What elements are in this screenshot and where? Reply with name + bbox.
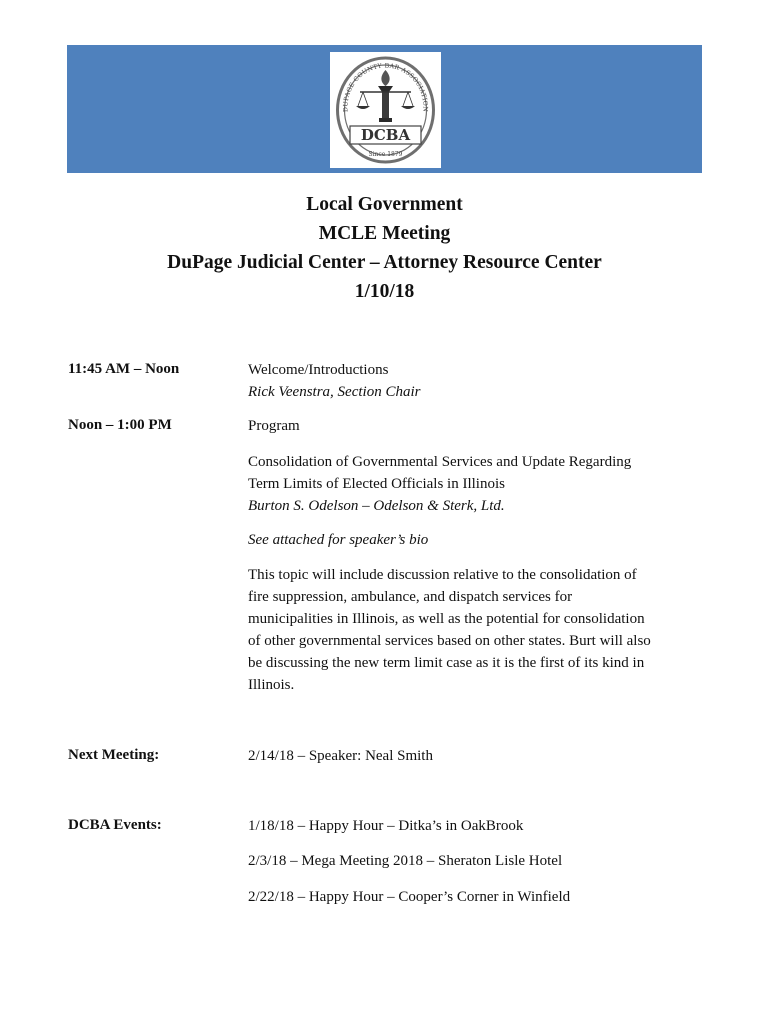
events-label: DCBA Events: xyxy=(68,817,162,833)
program-description xyxy=(248,564,708,696)
agenda-time-1: 11:45 AM – Noon xyxy=(68,361,180,377)
program-topic-line-1: Consolidation of Governmental Services and Update Regarding xyxy=(248,454,632,470)
description-line: municipalities in Illinois, as well as the potential for consolidation xyxy=(248,611,645,627)
meeting-title xyxy=(67,190,702,306)
logo-center-text: DCBA xyxy=(360,126,411,144)
program-topic-line-2: Term Limits of Elected Officials in Illinois xyxy=(248,476,505,492)
logo-ring-text: DUPAGE COUNTY BAR ASSOCIATION xyxy=(342,62,429,113)
title-line-4: 1/10/18 xyxy=(354,281,415,302)
agenda-item-1 xyxy=(248,359,708,403)
description-line: fire suppression, ambulance, and dispatch services for xyxy=(248,589,573,605)
speaker-bio-note: See attached for speaker’s bio xyxy=(248,532,429,548)
next-meeting-label: Next Meeting: xyxy=(68,747,160,763)
title-line-1: Local Government xyxy=(306,194,463,215)
agenda-item-1-title: Welcome/Introductions xyxy=(248,362,389,378)
description-line: be discussing the new term limit case as it is the first of its kind in xyxy=(248,655,645,671)
agenda-time-2: Noon – 1:00 PM xyxy=(68,417,172,433)
program-speaker: Burton S. Odelson – Odelson & Sterk, Ltd. xyxy=(248,498,505,514)
dcba-seal-icon xyxy=(330,52,441,168)
event-item: 2/3/18 – Mega Meeting 2018 – Sheraton Lisle Hotel xyxy=(248,853,563,869)
title-line-3: DuPage Judicial Center – Attorney Resource Center xyxy=(167,252,602,273)
description-line: of other governmental services based on other states. Burt will also xyxy=(248,633,651,649)
agenda-item-2 xyxy=(248,415,708,437)
description-line: Illinois. xyxy=(248,677,295,693)
event-item: 2/22/18 – Happy Hour – Cooper’s Corner in Winfield xyxy=(248,889,571,905)
event-item: 1/18/18 – Happy Hour – Ditka’s in OakBrook xyxy=(248,818,524,834)
description-line: This topic will include discussion relative to the consolidation of xyxy=(248,567,637,583)
agenda-item-1-speaker: Rick Veenstra, Section Chair xyxy=(248,384,421,400)
logo-since-text: Since 1879 xyxy=(368,151,403,158)
agenda-item-2-title: Program xyxy=(248,418,300,434)
dcba-logo xyxy=(330,52,441,168)
program-topic xyxy=(248,451,708,517)
next-meeting-value: 2/14/18 – Speaker: Neal Smith xyxy=(248,748,433,764)
title-line-2: MCLE Meeting xyxy=(318,223,451,244)
